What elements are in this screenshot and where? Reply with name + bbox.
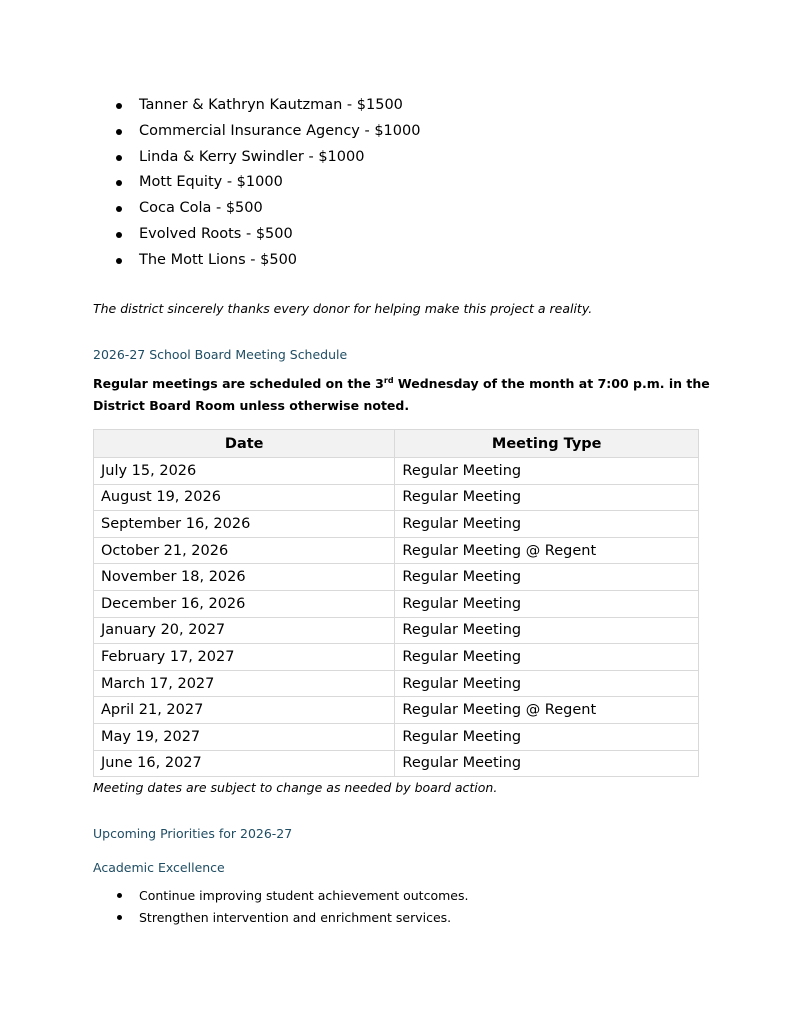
bullet-icon bbox=[117, 893, 122, 898]
table-row bbox=[94, 590, 699, 617]
table-row bbox=[94, 670, 699, 697]
meeting-type-cell: Regular Meeting bbox=[395, 590, 699, 617]
table-row bbox=[94, 723, 699, 750]
intro-text-start: Regular meetings are scheduled on the 3 bbox=[93, 376, 384, 391]
priorities-heading: Upcoming Priorities for 2026-27 bbox=[93, 826, 293, 841]
meeting-type-cell: Regular Meeting bbox=[395, 484, 699, 511]
table-row bbox=[94, 537, 699, 564]
date-cell: July 15, 2026 bbox=[94, 458, 395, 485]
date-cell: November 18, 2026 bbox=[94, 564, 395, 591]
table-row bbox=[94, 458, 699, 485]
date-cell: October 21, 2026 bbox=[94, 537, 395, 564]
thanks-note: The district sincerely thanks every donor for helping make this project a reality. bbox=[93, 301, 593, 316]
date-cell: June 16, 2027 bbox=[94, 750, 395, 777]
date-cell: April 21, 2027 bbox=[94, 697, 395, 724]
date-cell: September 16, 2026 bbox=[94, 511, 395, 538]
meeting-schedule-table bbox=[93, 429, 699, 777]
meeting-type-cell: Regular Meeting bbox=[395, 750, 699, 777]
date-cell: March 17, 2027 bbox=[94, 670, 395, 697]
meeting-type-cell: Regular Meeting bbox=[395, 564, 699, 591]
document-page: Tanner & Kathryn Kautzman - $1500 Commercial Insurance Agency - $1000 Linda & Kerry Swindler - $1000 Mott Equity - $1000 Coca Cola - $500 Evolved Roots - $500 The Mott Lions - $500 The district sincerely thanks every donor for helping make this project a reality. 2026-27 School Board Meeting Schedule Regular meetings are scheduled on the 3rd Wednesday of the month at 7:00 p.m. in the District Board Room unless otherwise noted. Date Meeting Type July 15, 2026 Regular Meeting August 19, 2026 Regular Meeting September 16, 2026 Regular Meeting October 21, 2026 Regular Meeting @ Regent November 18, 2026 Regular Meeting December 16, 2026 Regular Meeting January 20, 2027 Regular Meeting February 17, 2027 Regular Meeting March 17, 2027 Regular Meeting April 21, 2027 Regular Meeting @ Regent May 19, 2027 Regular Meeting June 16, 2027 Regular Meeting Meeting dates are subject to change as needed by board action. Upcoming Priorities for 2026-27 Academic Excellence Continue improving student achievement outcomes. Strengthen intervention and enrichment services. bbox=[0, 0, 791, 1024]
intro-text-end: Wednesday of the month at 7:00 p.m. in the District Board Room unless otherwise noted. bbox=[93, 376, 710, 413]
meeting-type-cell: Regular Meeting bbox=[395, 723, 699, 750]
schedule-intro bbox=[93, 373, 713, 417]
intro-superscript: rd bbox=[383, 375, 394, 385]
column-header-date: Date bbox=[94, 430, 395, 458]
schedule-heading: 2026-27 School Board Meeting Schedule bbox=[93, 347, 348, 362]
bullet-icon bbox=[116, 180, 122, 186]
bullet-icon bbox=[116, 155, 122, 161]
meeting-type-cell: Regular Meeting bbox=[395, 458, 699, 485]
academic-excellence-heading: Academic Excellence bbox=[93, 860, 225, 875]
bullet-icon bbox=[116, 206, 122, 212]
table-row bbox=[94, 484, 699, 511]
table-row bbox=[94, 750, 699, 777]
table-row bbox=[94, 511, 699, 538]
bullet-icon bbox=[116, 103, 122, 109]
meeting-type-cell: Regular Meeting bbox=[395, 617, 699, 644]
bullet-icon bbox=[116, 232, 122, 238]
date-cell: May 19, 2027 bbox=[94, 723, 395, 750]
meeting-type-cell: Regular Meeting bbox=[395, 644, 699, 671]
date-cell: January 20, 2027 bbox=[94, 617, 395, 644]
bullet-icon bbox=[116, 129, 122, 135]
table-row bbox=[94, 697, 699, 724]
bullet-icon bbox=[116, 258, 122, 264]
date-cell: August 19, 2026 bbox=[94, 484, 395, 511]
meeting-type-cell: Regular Meeting @ Regent bbox=[395, 697, 699, 724]
bullet-icon bbox=[117, 915, 122, 920]
table-row bbox=[94, 564, 699, 591]
date-cell: December 16, 2026 bbox=[94, 590, 395, 617]
date-cell: February 17, 2027 bbox=[94, 644, 395, 671]
table-row bbox=[94, 617, 699, 644]
schedule-note: Meeting dates are subject to change as needed by board action. bbox=[93, 780, 498, 795]
table-header-row bbox=[94, 430, 699, 458]
table-row bbox=[94, 644, 699, 671]
meeting-type-cell: Regular Meeting bbox=[395, 511, 699, 538]
column-header-meeting-type: Meeting Type bbox=[395, 430, 699, 458]
meeting-type-cell: Regular Meeting bbox=[395, 670, 699, 697]
meeting-type-cell: Regular Meeting @ Regent bbox=[395, 537, 699, 564]
